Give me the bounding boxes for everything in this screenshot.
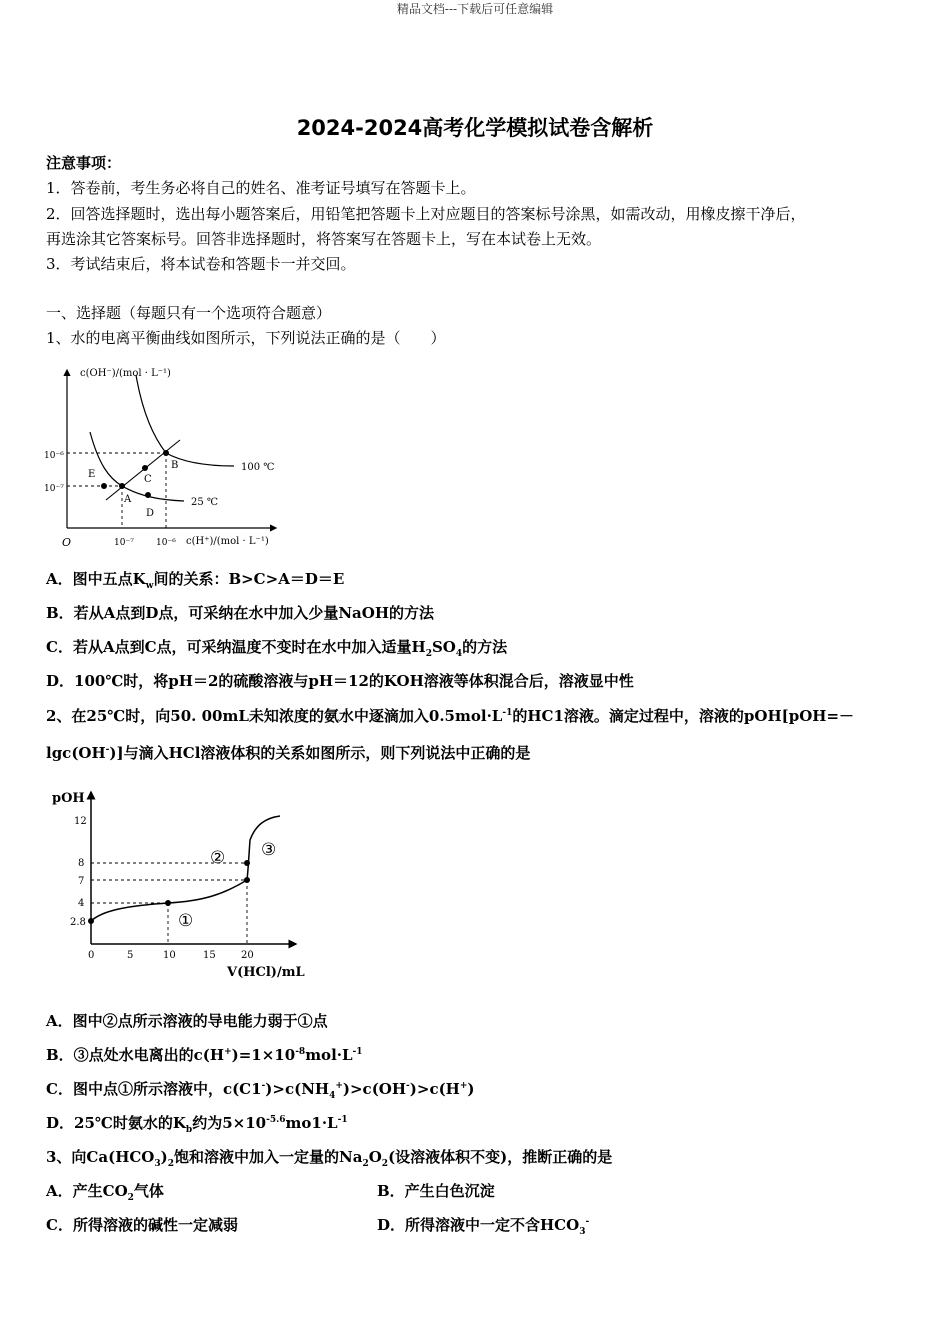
x-axis-label: V(HCl)/mL <box>227 965 305 980</box>
y-tick: 8 <box>78 858 85 869</box>
y-tick: 10⁻⁷ <box>44 484 64 494</box>
y-tick: 10⁻⁶ <box>44 451 64 461</box>
q3-option-a: A．产生$CO_2$气体 <box>46 1182 164 1203</box>
q1-option-a: A．图中五点$K_w$间的关系：B>C>A＝D＝E <box>46 570 345 591</box>
q1-option-c: C．若从A点到C点，可采纳温度不变时在水中加入适量$H_2SO_4$的方法 <box>46 638 508 659</box>
x-axis-label: c(H⁺)/(mol · L⁻¹) <box>186 536 269 547</box>
notice-item: 2．回答选择题时，选出每小题答案后，用铅笔把答题卡上对应题目的答案标号涂黑，如需改动，用橡皮擦干净后， <box>46 205 806 223</box>
notice-item: 3．考试结束后，将本试卷和答题卡一并交回。 <box>46 255 356 273</box>
header-note: 精品文档---下载后可任意编辑 <box>396 2 554 16</box>
y-tick: 12 <box>74 816 87 827</box>
y-axis-label: c(OH⁻)/(mol · L⁻¹) <box>80 368 171 379</box>
point-d <box>145 492 151 498</box>
marker-3: ③ <box>261 840 277 860</box>
section-heading: 一、选择题（每题只有一个选项符合题意） <box>46 304 332 322</box>
titration-curve <box>91 816 280 921</box>
marker-1: ① <box>178 911 194 931</box>
q1-option-d: D．100℃时，将pH＝2的硫酸溶液与pH＝12的KOH溶液等体积混合后，溶液显中性 <box>46 672 634 690</box>
page-title: 2024-2024高考化学模拟试卷含解析 <box>296 116 654 140</box>
y-tick: 2.8 <box>70 917 86 928</box>
x-tick: 10 <box>163 950 176 961</box>
q2-option-c: C．图中点①所示溶液中，$c(C1^-)>c(NH_4^+)>c(OH^-)>c(H^+)$ <box>46 1080 475 1101</box>
q1-figure <box>44 360 294 552</box>
origin-label: O <box>62 536 72 549</box>
q2-stem-line1: 2、在25℃时，向50. 00mL未知浓度的氨水中逐滴加入$0.5mol\cdot L^{-1}$的HC1溶液。滴定过程中，溶液的pOH[pOH=－ <box>46 707 855 725</box>
x-tick: 5 <box>127 950 134 961</box>
point-2 <box>244 877 250 883</box>
point <box>88 918 94 924</box>
x-tick: 15 <box>203 950 216 961</box>
q3-stem: 3、向$Ca(HCO_3)_2$饱和溶液中加入一定量的$Na_2O_2$(设溶液体积不变)，推断正确的是 <box>46 1148 613 1169</box>
point-e <box>101 483 107 489</box>
point-b <box>163 450 169 456</box>
curve-100c-label: 100 ℃ <box>241 462 275 473</box>
q2-stem-line2: lgc(OH-)]与滴入HCl溶液体积的关系如图所示，则下列说法中正确的是 <box>46 744 531 762</box>
point-b-label: B <box>171 460 179 471</box>
y-tick: 4 <box>78 898 85 909</box>
q1-option-b: B．若从A点到D点，可采纳在水中加入少量NaOH的方法 <box>46 604 434 622</box>
point-a-label: A <box>124 494 132 505</box>
point-3 <box>244 860 250 866</box>
q2-option-d: D．25℃时氨水的$K_b$约为$5\times 10^{-5.6}mo1\cdot L^{-1}$ <box>46 1114 348 1135</box>
q2-option-a: A．图中②点所示溶液的导电能力弱于①点 <box>46 1012 328 1030</box>
marker-2: ② <box>210 848 226 868</box>
curve-25c <box>90 432 184 501</box>
point-a <box>119 483 125 489</box>
point-e-label: E <box>88 469 96 480</box>
q1-stem: 1、水的电离平衡曲线如图所示，下列说法正确的是（ ） <box>46 329 446 347</box>
x-tick: 10⁻⁶ <box>156 538 176 548</box>
x-tick: 20 <box>241 950 254 961</box>
q2-figure <box>44 782 324 987</box>
y-axis-label: pOH <box>52 791 85 806</box>
point-c <box>142 465 148 471</box>
x-tick: 0 <box>88 950 95 961</box>
q3-option-b: B．产生白色沉淀 <box>377 1182 495 1200</box>
notice-item: 再选涂其它答案标号。回答非选择题时，将答案写在答题卡上，写在本试卷上无效。 <box>46 230 602 248</box>
x-tick: 10⁻⁷ <box>114 538 134 548</box>
q2-option-b: B．③点处水电离出的$c(H^+)=1\times 10^{-8}mol\cdot L^{-1}$ <box>46 1046 363 1064</box>
point-c-label: C <box>144 474 152 485</box>
y-tick: 7 <box>78 876 85 887</box>
point-d-label: D <box>146 508 155 519</box>
curve-25c-label: 25 ℃ <box>191 497 219 508</box>
notice-item: 1．答卷前，考生务必将自己的姓名、准考证号填写在答题卡上。 <box>46 179 476 197</box>
q3-option-d: D．所得溶液中一定不含$HCO_3^-$ <box>377 1216 590 1237</box>
point-1 <box>165 900 171 906</box>
q3-option-c: C．所得溶液的碱性一定减弱 <box>46 1216 238 1234</box>
notice-heading: 注意事项： <box>46 154 122 172</box>
curve-100c <box>136 375 234 466</box>
